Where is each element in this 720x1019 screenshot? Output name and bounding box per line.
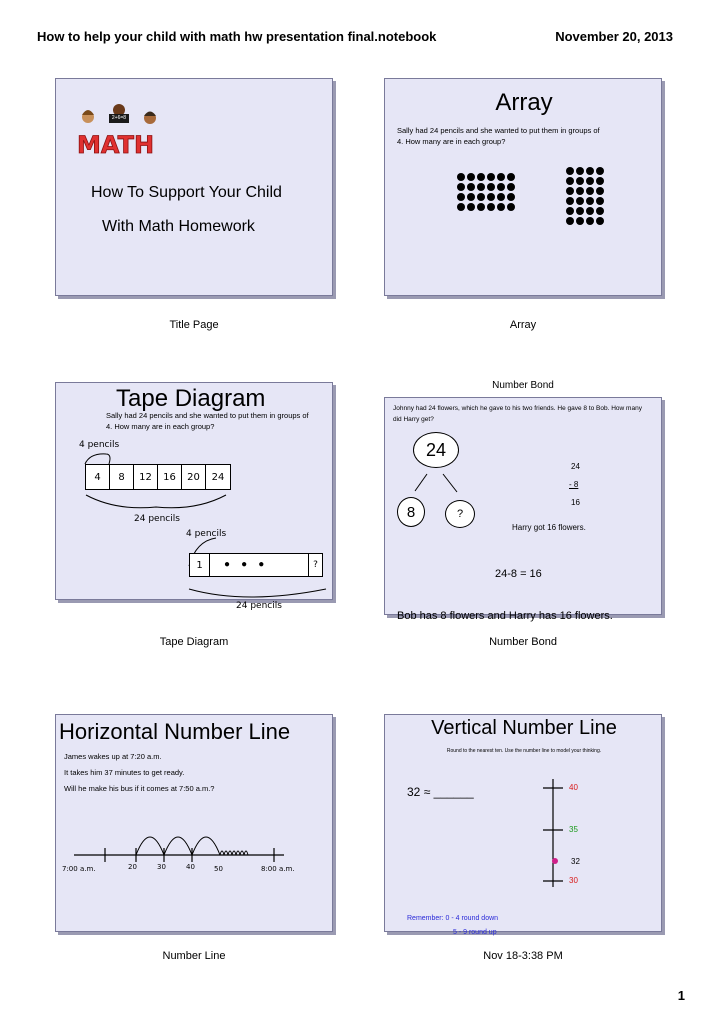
bond-sub-mid: - 8	[569, 480, 579, 489]
array-dot	[576, 207, 584, 215]
title-line-2: With Math Homework	[102, 218, 255, 235]
vline-answer-blank[interactable]: ______	[433, 785, 474, 799]
bond-problem: Johnny had 24 flowers, which he gave to his two friends. He gave 8 to Bob. How many did Harry get?	[393, 405, 642, 423]
array-dot	[576, 217, 584, 225]
array-dot	[566, 197, 574, 205]
approx-symbol: ≈	[423, 785, 431, 799]
array-dot	[457, 203, 465, 211]
caption-timestamp: Nov 18-3:38 PM	[483, 950, 563, 962]
tape2-cell-last: ?	[308, 554, 322, 576]
hline-line-1: James wakes up at 7:20 a.m.	[64, 752, 162, 761]
bond-whole-value: 24	[425, 439, 447, 460]
tape-cell: 16	[158, 465, 182, 489]
array-dot	[457, 183, 465, 191]
array-dot	[457, 193, 465, 201]
array-dots-graphic	[385, 79, 663, 297]
array-dot	[576, 167, 584, 175]
array-dot	[477, 203, 485, 211]
array-dot	[596, 207, 604, 215]
array-dot	[566, 187, 574, 195]
hline-line-2: It takes him 37 minutes to get ready.	[64, 768, 185, 777]
array-dot	[457, 173, 465, 181]
array-dot	[596, 217, 604, 225]
array-dot	[566, 177, 574, 185]
hline-title: Horizontal Number Line	[59, 719, 291, 744]
hline-tick-end: 8:00 a.m.	[261, 865, 295, 873]
bond-part1-circle	[397, 497, 425, 527]
tape-cell: 12	[134, 465, 158, 489]
array-dot	[467, 173, 475, 181]
array-dot	[477, 193, 485, 201]
tape-label-bottom-2: 24 pencils	[236, 601, 282, 611]
array-dot	[566, 217, 574, 225]
array-dot	[507, 193, 515, 201]
array-dot	[497, 203, 505, 211]
bond-sub-top: 24	[571, 462, 580, 471]
page-number: 1	[677, 988, 685, 1003]
array-dot	[497, 183, 505, 191]
vline-expr-value: 32	[407, 785, 421, 799]
caption-number-line: Number Line	[162, 950, 226, 962]
vline-remember-2: 5 - 9 round up	[453, 929, 497, 936]
array-dot	[576, 187, 584, 195]
hline-tick-30: 30	[157, 863, 166, 871]
hline-tick-20: 20	[128, 863, 137, 871]
math-logo-text: MATH	[77, 131, 155, 159]
array-dot	[497, 193, 505, 201]
array-dot	[467, 183, 475, 191]
vline-label-30: 30	[569, 876, 578, 885]
tape2-cell-first: 1	[190, 554, 210, 576]
array-dot	[477, 183, 485, 191]
tape-cell: 4	[86, 465, 110, 489]
tape-strip-2	[189, 553, 323, 577]
bond-part2-value: ?	[456, 508, 464, 520]
tape-label-top: 4 pencils	[79, 440, 120, 450]
hline-tick-50: 50	[214, 865, 223, 873]
document-title: How to help your child with math hw presentation final.notebook	[37, 29, 437, 44]
vline-instruction: Round to the nearest ten. Use the number line to model your thinking.	[446, 748, 602, 754]
tape-cell: 8	[110, 465, 134, 489]
array-dot	[566, 167, 574, 175]
tape-label-bottom: 24 pencils	[134, 514, 180, 524]
math-logo-image	[74, 101, 164, 159]
slide-horizontal-number-line[interactable]	[55, 714, 333, 932]
document-date: November 20, 2013	[555, 29, 673, 44]
hline-line-3: Will he make his bus if it comes at 7:50 a.m.?	[64, 784, 215, 793]
tape-problem: Sally had 24 pencils and she wanted to put them in groups of 4. How many are in each group?	[106, 411, 309, 431]
array-dot	[497, 173, 505, 181]
logo-board-text: 2+6=8	[111, 115, 127, 121]
array-dot	[586, 217, 594, 225]
array-dot	[487, 203, 495, 211]
vline-label-40: 40	[569, 783, 578, 792]
bond-answer: Bob has 8 flowers and Harry has 16 flowers.	[397, 610, 613, 622]
array-dot	[507, 173, 515, 181]
array-dot	[586, 197, 594, 205]
vline-label-32: 32	[571, 857, 580, 866]
array-dot	[566, 207, 574, 215]
array-dot	[507, 183, 515, 191]
slide-array[interactable]	[384, 78, 662, 296]
array-dot	[576, 177, 584, 185]
array-dot	[467, 203, 475, 211]
array-dot	[507, 203, 515, 211]
tape2-dots: ● ● ●	[224, 559, 265, 570]
array-title: Array	[495, 89, 553, 116]
array-dot	[576, 197, 584, 205]
slide-tape-diagram[interactable]	[55, 382, 333, 611]
array-dot	[487, 183, 495, 191]
array-dot	[596, 187, 604, 195]
tape-title: Tape Diagram	[116, 385, 266, 412]
bond-part2-circle	[445, 500, 475, 528]
array-dot	[467, 193, 475, 201]
vline-remember-1: Remember: 0 - 4 round down	[407, 915, 499, 922]
bond-equation: 24-8 = 16	[495, 568, 542, 580]
array-dot	[586, 187, 594, 195]
array-dot	[487, 173, 495, 181]
hline-graphic	[56, 715, 334, 933]
array-problem: Sally had 24 pencils and she wanted to put them in groups of 4. How many are in each group?	[397, 126, 600, 146]
array-dot	[586, 207, 594, 215]
slide-number-bond[interactable]	[384, 397, 662, 622]
tape-strip	[85, 464, 231, 490]
array-dot	[586, 167, 594, 175]
array-dot	[586, 177, 594, 185]
bond-sub-result: 16	[571, 498, 580, 507]
hline-tick-start: 7:00 a.m.	[62, 865, 96, 873]
tape-label-top-2: 4 pencils	[186, 529, 227, 539]
hline-tick-40: 40	[186, 863, 195, 871]
array-dot	[596, 177, 604, 185]
slide-title-page[interactable]	[55, 78, 333, 296]
tape-cell: 20	[182, 465, 206, 489]
bond-part1-value: 8	[406, 503, 416, 521]
caption-tape-diagram: Tape Diagram	[159, 636, 229, 648]
caption-number-bond: Number Bond	[489, 636, 557, 648]
array-dot	[477, 173, 485, 181]
vline-label-35: 35	[569, 825, 578, 834]
slide-vertical-number-line[interactable]	[384, 714, 662, 936]
caption-array: Array	[509, 319, 537, 331]
vline-title: Vertical Number Line	[431, 717, 617, 739]
vline-graphic	[385, 715, 663, 933]
bond-connectors	[385, 398, 663, 616]
array-dot	[487, 193, 495, 201]
caption-title-page: Title Page	[169, 319, 219, 331]
tape-cell: 24	[211, 471, 225, 483]
title-line-1: How To Support Your Child	[91, 184, 282, 201]
array-dot	[596, 197, 604, 205]
array-dot	[596, 167, 604, 175]
bond-harry: Harry got 16 flowers.	[512, 523, 586, 532]
number-bond-heading: Number Bond	[492, 380, 554, 391]
